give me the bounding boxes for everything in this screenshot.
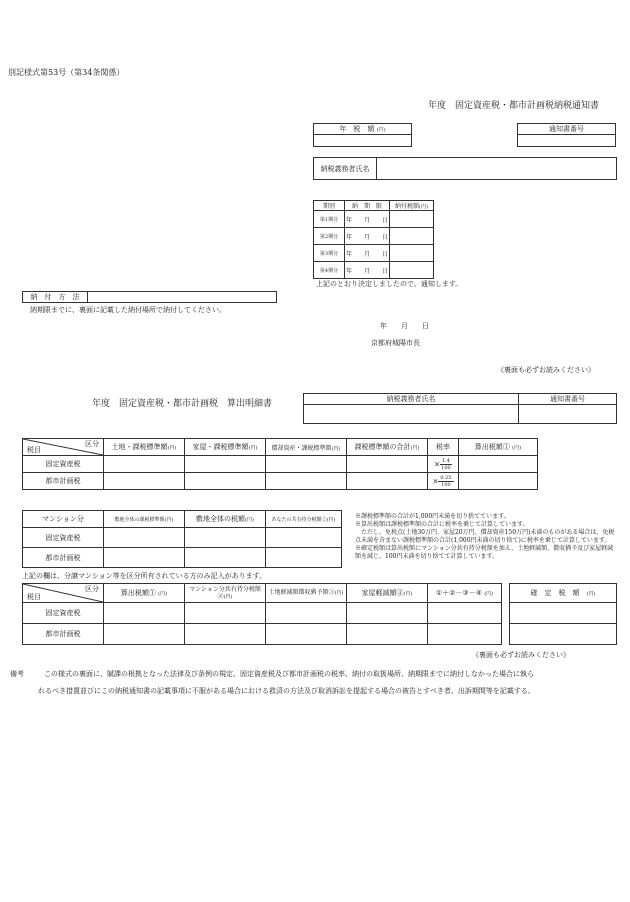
calc-header-tax: 算出税額①	[474, 443, 510, 451]
mansion-cell[interactable]	[185, 548, 266, 568]
installment-header-period: 期別	[314, 201, 345, 211]
calc-cell[interactable]	[185, 473, 266, 490]
calc-header-land: 土地・課税標準額	[111, 443, 168, 451]
calculation-notes	[355, 513, 617, 561]
final-cell[interactable]	[104, 624, 185, 645]
final-row-label: 都市計画税	[23, 624, 104, 645]
final-corner: 区分 税目	[23, 584, 104, 603]
final-row-label: 固定資産税	[23, 603, 104, 624]
share-note: 上記の欄は、分譲マンション等を区分所有されている方のみ記入があります。	[22, 572, 267, 580]
installment-amount[interactable]	[390, 245, 434, 262]
final-header-share: マンション分共有持分税額	[189, 585, 261, 593]
calc-cell[interactable]	[459, 473, 538, 490]
statement-notice-number-value[interactable]	[519, 405, 617, 424]
final-cell[interactable]	[428, 603, 502, 624]
final-cell[interactable]	[266, 624, 347, 645]
mansion-header-site-tax: 敷地全体の税額	[196, 515, 246, 523]
installment-period: 第4期分	[314, 262, 345, 279]
confirmed-tax-label: 確 定 税 額	[530, 589, 580, 597]
taxpayer-name-label: 納税義務者氏名	[314, 158, 377, 180]
mansion-label: マンション分	[23, 511, 104, 528]
note-line: ※確定税額は算出税額にマンション分共有持分税額を加え、土地軽減額、徴収猶予及び家屋軽減額を減じ、100円未満を切り捨てて計算しています。	[355, 545, 614, 560]
installment-table: 期別 納 期 限 納付税額(円) 第1期分 年 月 日 第2期分 年 月 日 第3期分 年 月 日 第4期分 年 月 日	[313, 200, 434, 279]
final-cell[interactable]	[104, 603, 185, 624]
installment-period: 第2期分	[314, 228, 345, 245]
payment-method-label: 納 付 方 法	[23, 292, 88, 303]
remarks-text-1: この様式の裏面に、賦課の根拠となった法律及び条例の規定、固定資産税及び都市計画税の税率、納付の取扱場所、納期限までに納付しなかった場合に執ら	[44, 670, 534, 678]
installment-amount[interactable]	[390, 211, 434, 228]
installment-amount[interactable]	[390, 262, 434, 279]
annual-tax-box: 年 税 額 (円)	[313, 123, 412, 147]
calculation-table: 区分 税目 土地・課税標準額(円) 家屋・課税標準額(円) 償却資産・課税標準額(円) 課税標準額の合計(円) 税率 算出税額① (円) 固定資産税 × $\frac{1.4}{100}$ 都市計画税 × $\frac{0.25}{100}$	[22, 438, 538, 490]
note-line: ただし、免税点(土地30万円、家屋20万円、償却資産150万円)未満のものがある場合は、免税点未満を含まない課税標準額の合計(1,000円未満の切り捨て)に税率を乗じて計算しています。	[355, 529, 615, 544]
remarks-text-2: れるべき措置並びにこの納税通知書の記載事項に不服がある場合における救済の方法及び取消訴訟を提起する場合の被告とすべき者、出訴期間等を記載する。	[38, 687, 535, 695]
notice-number-box	[517, 123, 616, 147]
statement-notice-number-label: 通知書番号	[519, 394, 617, 405]
calc-row-label: 都市計画税	[23, 473, 104, 490]
calc-cell[interactable]	[266, 473, 347, 490]
calc-rate: × $\frac{1.4}{100}$	[428, 456, 459, 473]
confirmed-tax-box: 確 定 税 額 (円)	[509, 583, 617, 645]
notice-number-label: 通知書番号	[518, 124, 616, 135]
final-cell[interactable]	[347, 624, 428, 645]
calc-rate: × $\frac{0.25}{100}$	[428, 473, 459, 490]
mansion-row-label: 都市計画税	[23, 548, 104, 568]
mansion-header-site-base: 敷地全体の課税標準額	[114, 516, 165, 523]
taxpayer-name-value[interactable]	[377, 158, 617, 180]
installment-amount[interactable]	[390, 228, 434, 245]
final-header-calc-tax: 算出税額①	[120, 589, 156, 597]
final-cell[interactable]	[185, 624, 266, 645]
calc-header-house: 家屋・課税標準額	[192, 443, 249, 451]
mansion-cell[interactable]	[266, 548, 342, 568]
installment-period: 第3期分	[314, 245, 345, 262]
confirmed-tax-cell[interactable]	[510, 603, 617, 624]
calc-cell[interactable]	[459, 456, 538, 473]
final-header-house-reduction: 家屋軽減額④	[361, 589, 404, 597]
confirmed-tax-cell[interactable]	[510, 624, 617, 645]
remarks-label: 備考	[10, 670, 24, 678]
annual-tax-value[interactable]	[314, 135, 412, 147]
installment-deadline: 年 月 日	[345, 245, 390, 262]
calc-cell[interactable]	[104, 473, 185, 490]
calc-cell[interactable]	[185, 456, 266, 473]
statement-taxpayer-label: 納税義務者氏名	[304, 394, 519, 405]
calc-header-rate: 税率	[428, 439, 459, 456]
payment-instruction: 納期限までに、裏面に記載した納付場所で納付してください。	[30, 306, 226, 314]
installment-deadline: 年 月 日	[345, 211, 390, 228]
mansion-cell[interactable]	[104, 528, 185, 548]
calc-cell[interactable]	[266, 456, 347, 473]
installment-period: 第1期分	[314, 211, 345, 228]
final-header-land-reduction: 土地軽減額徴収猶予額	[268, 589, 329, 596]
final-cell[interactable]	[266, 603, 347, 624]
annual-tax-label: 年 税 額	[339, 125, 375, 133]
final-header-formula: ①＋②－③－④	[435, 589, 482, 597]
calc-header-depreciable: 償却資産・課税標準額	[271, 444, 332, 452]
payment-method-box	[22, 291, 277, 303]
mansion-table: マンション分 敷地全体の課税標準額(円) 敷地全体の税額(円) あなたの共有持分税額②(円) 固定資産税 都市計画税	[22, 510, 342, 568]
note-line: ※課税標準額の合計が1,000円未満を切り捨てています。	[355, 513, 510, 520]
calc-cell[interactable]	[347, 473, 428, 490]
issuer: 京都府城陽市長	[371, 339, 420, 347]
calc-header-total: 課税標準額の合計	[354, 443, 411, 451]
calc-row-label: 固定資産税	[23, 456, 104, 473]
read-back-note: 《裏面も必ずお読みください》	[497, 366, 595, 374]
read-back-note-2: 《裏面も必ずお読みください》	[472, 651, 570, 659]
notice-title: 年度 固定資産税・都市計画税納税通知書	[428, 101, 600, 111]
statement-taxpayer-box	[303, 393, 617, 424]
installment-deadline: 年 月 日	[345, 228, 390, 245]
installment-deadline: 年 月 日	[345, 262, 390, 279]
statement-title: 年度 固定資産税・都市計画税 算出明細書	[92, 399, 273, 409]
taxpayer-name-box	[313, 157, 617, 180]
installment-header-deadline: 納 期 限	[345, 201, 390, 211]
payment-method-value[interactable]	[88, 292, 277, 303]
calc-corner: 区分 税目	[23, 439, 104, 456]
final-cell[interactable]	[347, 603, 428, 624]
final-cell[interactable]	[185, 603, 266, 624]
installment-header-amount: 納付税額	[395, 203, 420, 210]
calc-cell[interactable]	[347, 456, 428, 473]
statement-taxpayer-value[interactable]	[304, 405, 519, 424]
final-table: 区分 税目 算出税額① (円) マンション分共有持分税額②(円) 土地軽減額徴収猶予額③(円) 家屋軽減額④(円) ①＋②－③－④ (円) 固定資産税 都市計画税	[22, 583, 502, 645]
mansion-cell[interactable]	[185, 528, 266, 548]
decision-text: 上記のとおり決定しましたので、通知します。	[316, 280, 463, 288]
mansion-cell[interactable]	[104, 548, 185, 568]
mansion-cell[interactable]	[266, 528, 342, 548]
issue-date: 年 月 日	[380, 322, 429, 330]
form-number: 別記様式第53号（第34条関係）	[8, 68, 125, 77]
notice-number-value[interactable]	[518, 135, 616, 147]
note-line: ※算出税額は課税標準額の合計に税率を乗じて計算しています。	[355, 521, 529, 528]
mansion-header-share: あなたの共有持分税額②	[271, 516, 327, 523]
final-cell[interactable]	[428, 624, 502, 645]
mansion-row-label: 固定資産税	[23, 528, 104, 548]
calc-cell[interactable]	[104, 456, 185, 473]
